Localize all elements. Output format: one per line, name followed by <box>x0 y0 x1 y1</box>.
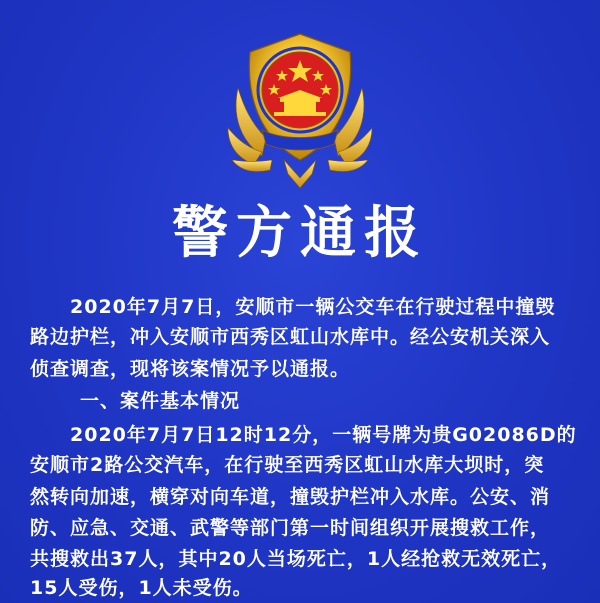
police-emblem-icon <box>222 28 378 196</box>
paragraph-line: 2020年7月7日12时12分，一辆号牌为贵G02086D的 <box>70 424 577 446</box>
paragraph-line: 2020年7月7日，安顺市一辆公交车在行驶过程中撞毁 <box>70 296 556 318</box>
paragraph-line: 侦查调查，现将该案情况予以通报。 <box>30 358 351 380</box>
paragraph-line: 防、应急、交通、武警等部门第一时间组织开展搜救工作， <box>30 517 551 539</box>
paragraph-line: 安顺市2路公交汽车，在行驶至西秀区虹山水库大坝时，突 <box>30 454 545 476</box>
paragraph-line: 然转向加速，横穿对向车道，撞毁护栏冲入水库。公安、消 <box>30 486 551 508</box>
page-title: 警方通报 <box>172 200 428 266</box>
paragraph-line: 15人受伤，1人未受伤。 <box>30 577 253 599</box>
paragraph-line: 路边护栏，冲入安顺市西秀区虹山水库中。经公安机关深入 <box>30 326 551 348</box>
section-heading: 一、案件基本情况 <box>80 390 241 412</box>
paragraph-line: 共搜救出37人，其中20人当场死亡，1人经抢救无效死亡， <box>30 548 562 570</box>
